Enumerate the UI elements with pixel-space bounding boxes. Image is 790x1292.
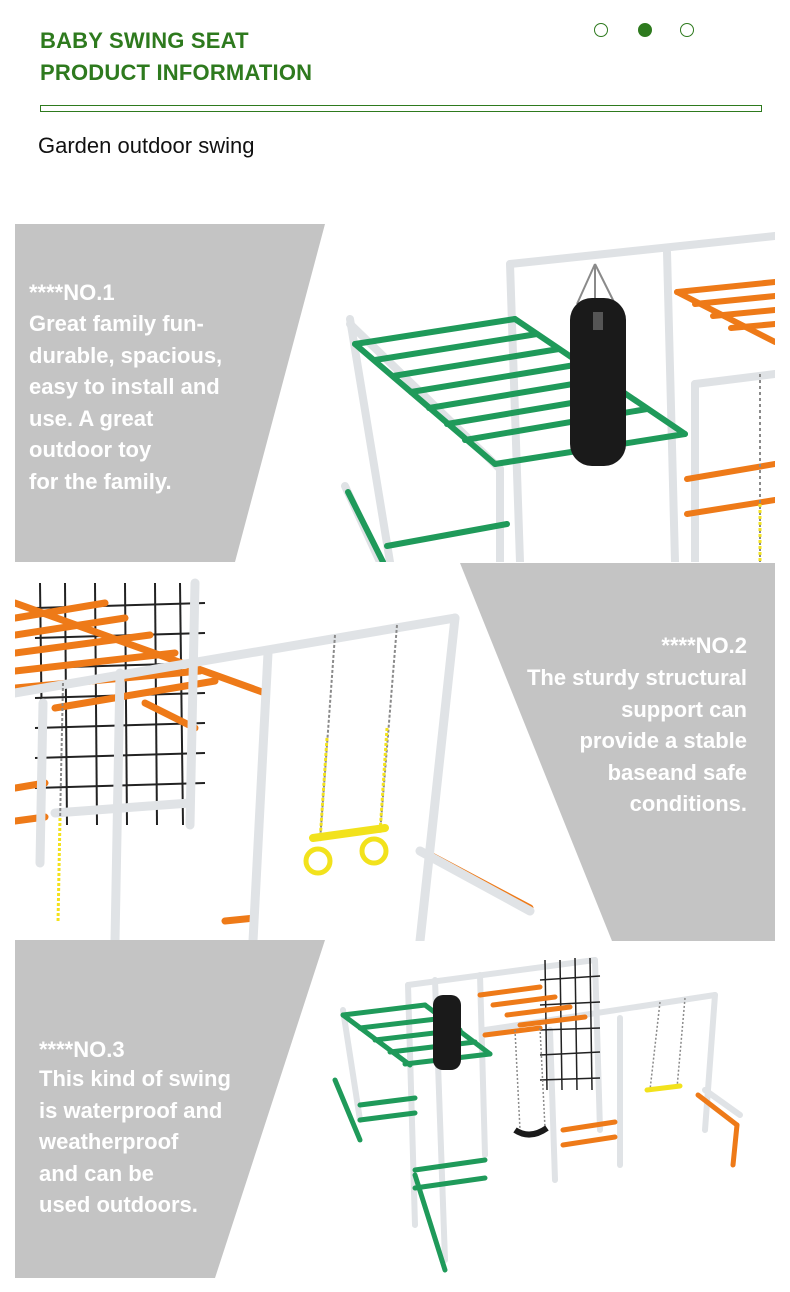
punching-bag <box>433 995 461 1070</box>
pager-dot-2[interactable] <box>638 23 652 37</box>
page-title-line-1: BABY SWING SEAT <box>40 28 249 53</box>
trapeze-ring-left <box>306 849 330 873</box>
pager-dot-3[interactable] <box>680 23 694 37</box>
section-3-heading: ****NO.3 <box>39 1037 125 1062</box>
feature-section-2 <box>15 563 775 941</box>
trapeze-ring-right <box>362 839 386 863</box>
section-2-body: The sturdy structural support can provide a stable baseand safe conditions. <box>526 665 747 816</box>
baby-swing-seat <box>515 1128 547 1135</box>
section-2-heading: ****NO.2 <box>661 633 747 658</box>
page-title-line-2: PRODUCT INFORMATION <box>40 60 313 85</box>
feature-section-3 <box>15 940 775 1278</box>
section-1-heading: ****NO.1 <box>29 280 115 305</box>
page-subtitle: Garden outdoor swing <box>38 133 255 158</box>
section-3-body: This kind of swing is waterproof and weatherproof and can be used outdoors. <box>39 1066 231 1217</box>
trapeze-bar <box>313 828 385 838</box>
carousel-pager[interactable] <box>594 23 704 41</box>
feature-section-1 <box>15 224 775 562</box>
header-divider <box>40 105 762 112</box>
pager-dot-1[interactable] <box>594 23 608 37</box>
trapeze-bar <box>647 1086 680 1090</box>
section-1-body: Great family fun- durable, spacious, easy to install and use. A great outdoor toy for the family. <box>29 311 223 494</box>
